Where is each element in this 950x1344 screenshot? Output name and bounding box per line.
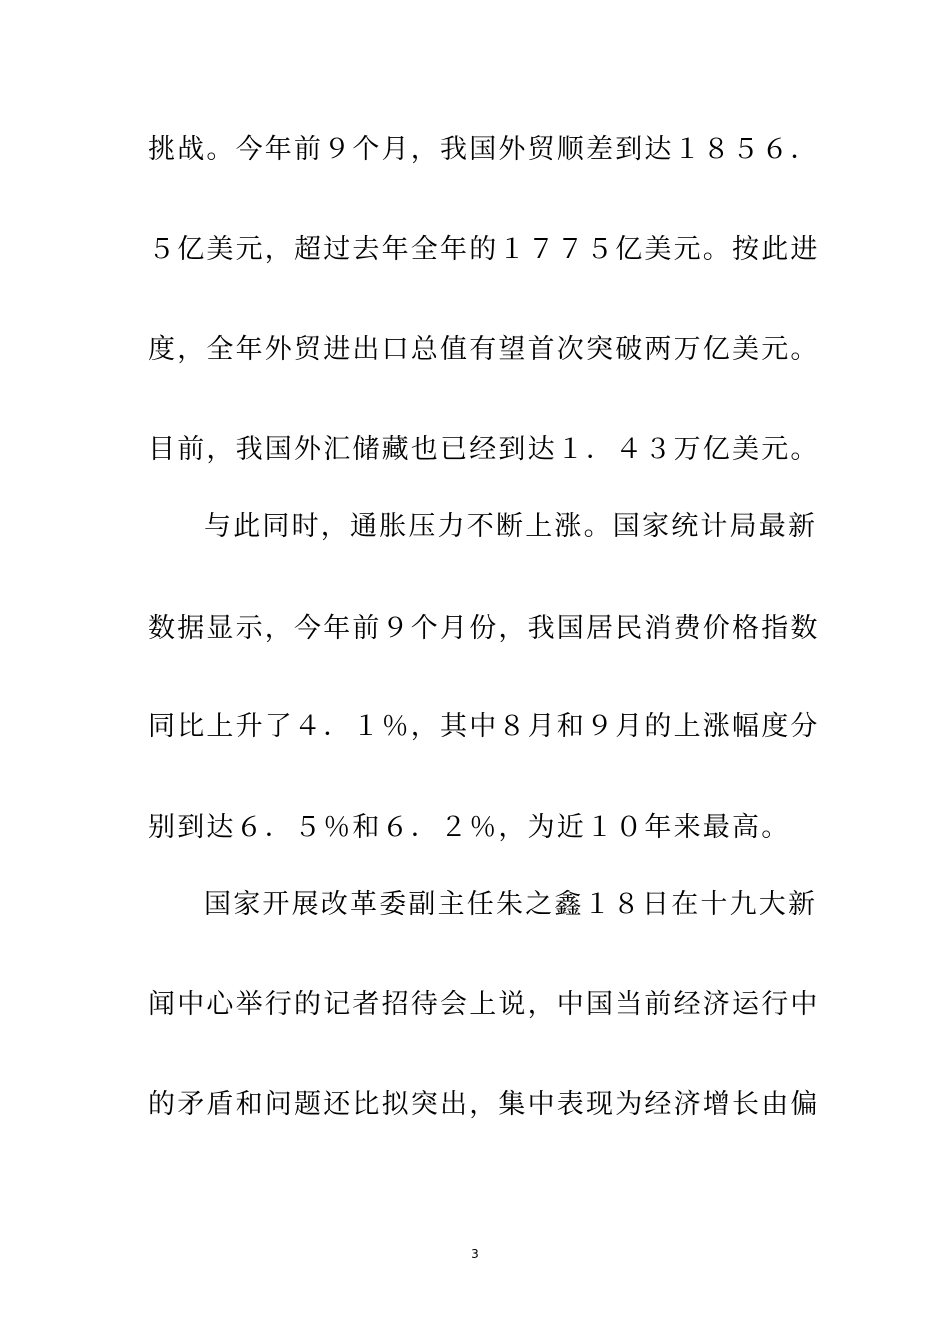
text-line-1: 挑战。今年前９个月，我国外贸顺差到达１８５６． [148, 134, 820, 165]
text-line-4: 目前，我国外汇储藏也已经到达１．４３万亿美元。 [148, 434, 820, 465]
text-line-2: ５亿美元，超过去年全年的１７７５亿美元。按此进 [148, 234, 820, 265]
text-line-3: 度，全年外贸进出口总值有望首次突破两万亿美元。 [148, 334, 820, 365]
paragraph-start-line-9: 国家开展改革委副主任朱之鑫１８日在十九大新 [204, 889, 818, 920]
text-line-11: 的矛盾和问题还比拟突出，集中表现为经济增长由偏 [148, 1089, 820, 1120]
text-line-10: 闻中心举行的记者招待会上说，中国当前经济运行中 [148, 989, 820, 1020]
paragraph-start-line-5: 与此同时，通胀压力不断上涨。国家统计局最新 [204, 511, 818, 542]
text-line-6: 数据显示，今年前９个月份，我国居民消费价格指数 [148, 613, 820, 644]
page-number: 3 [471, 1247, 479, 1261]
text-line-8: 别到达６．５％和６．２％，为近１０年来最高。 [148, 812, 791, 843]
text-line-7: 同比上升了４．１％，其中８月和９月的上涨幅度分 [148, 711, 820, 742]
